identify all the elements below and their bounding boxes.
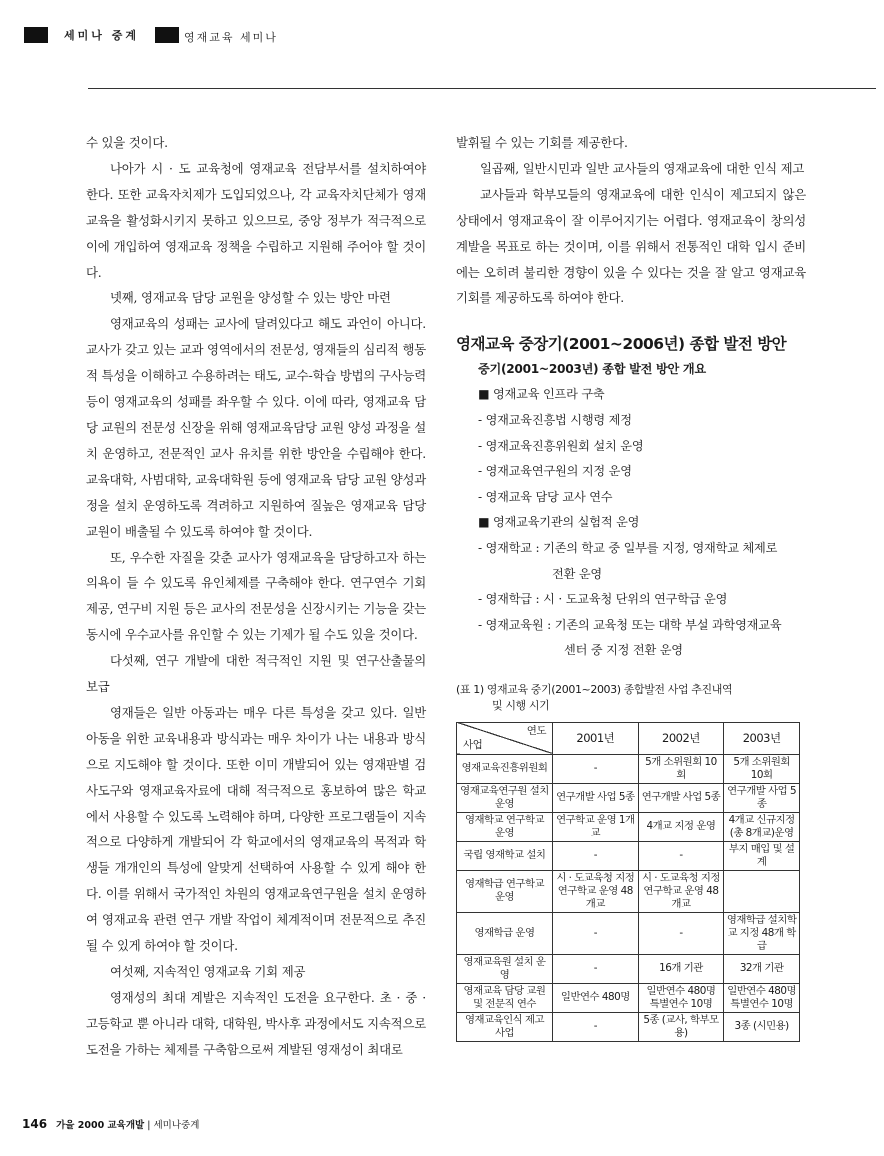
outline-item: - 영재교육진흥위원회 설치 운영	[478, 438, 644, 453]
outline-item: ■ 영재교육기관의 실험적 운영	[478, 515, 640, 530]
table-cell: 연구개발 사업 5종	[638, 783, 724, 812]
header-block-mark	[24, 27, 48, 43]
table-cell: 부지 매입 및 설계	[724, 841, 800, 870]
table-cell: 5개 소위원회 10회	[638, 754, 724, 783]
table-cell: -	[553, 1012, 639, 1041]
right-column	[456, 130, 806, 1042]
body-paragraph: 발휘될 수 있는 기회를 제공한다.	[456, 135, 628, 150]
row-label: 영재교육연구원 설치 운영	[457, 783, 553, 812]
outline-item: - 영재교육연구원의 지정 운영	[478, 464, 632, 479]
table-caption-line: 및 시행 시기	[492, 698, 550, 712]
table-row	[457, 754, 800, 783]
body-paragraph: 영재성의 최대 계발은 지속적인 도전을 요구한다. 초 · 중 · 고등학교 뿐 아니라 대학, 대학원, 박사후 과정에서도 지속적으로 도전을 가하는 체제를 구축함으로써 계발된 영재성이 최대로	[86, 989, 426, 1057]
section-title: 영재교육 중장기(2001~2006년) 종합 발전 방안	[456, 335, 787, 354]
outline-item-continuation: 센터 중 지정 전환 운영	[564, 643, 683, 658]
table-cell: -	[638, 912, 724, 954]
table-row	[457, 983, 800, 1012]
table-cell: 3종 (시민용)	[724, 1012, 800, 1041]
column-header: 2001년	[553, 722, 639, 754]
table-cell: 연구개발 사업 5종	[553, 783, 639, 812]
body-paragraph: 영재들은 일반 아동과는 매우 다른 특성을 갖고 있다. 일반 아동을 위한 교육내용과 방식과는 매우 차이가 나는 내용과 방식으로 지도해야 할 것이다. 또한 이미 개발되어 있는 영재판별 검사도구와 영재교육자료에 대해 적극적으로 홍보하여 많은 학교에서 사용할 수 있도록 노력해야 하며, 다양한 프로그램들이 지속적으로 다양하게 개발되어 각 학교에서의 영재교육의 목적과 학생들 개개인의 특성에 알맞게 선택하여 사용할 수 있게 해야 한다. 이를 위해서 국가적인 차원의 영재교육연구원을 설치 운영하여 영재교육 관련 연구 개발 작업이 체계적이며 전문적으로 추진될 수 있게 하여야 할 것이다.	[86, 704, 426, 954]
outline-item-continuation: 전환 운영	[552, 566, 602, 581]
table-row	[457, 870, 800, 912]
row-label: 영재교육 담당 교원 및 전문직 연수	[457, 983, 553, 1012]
section-subtitle: 중기(2001~2003년) 종합 발전 방안 개요	[478, 362, 706, 377]
row-label: 영재학교 연구학교 운영	[457, 812, 553, 841]
outline-item: - 영재교육원 : 기존의 교육청 또는 대학 부설 과학영재교육	[478, 617, 782, 632]
table-cell: -	[638, 841, 724, 870]
subheading: 다섯째, 연구 개발에 대한 적극적인 지원 및 연구산출물의 보급	[86, 653, 426, 695]
table-caption-line: (표 1) 영재교육 중기(2001~2003) 종합발전 사업 추진내역	[456, 682, 733, 696]
plan-table	[456, 722, 800, 1042]
table-cell: 일반연수 480명 특별연수 10명	[638, 983, 724, 1012]
table-cell: 시 · 도교육청 지정 연구학교 운영 48개교	[553, 870, 639, 912]
column-header: 2003년	[724, 722, 800, 754]
footer-section: 세미나중계	[153, 1120, 200, 1131]
header-section-label: 세미나 중계	[64, 29, 139, 42]
table-cell: -	[553, 912, 639, 954]
table-cell: -	[553, 754, 639, 783]
row-label: 영재학급 운영	[457, 912, 553, 954]
header-divider	[88, 88, 876, 89]
table-cell: 시 · 도교육청 지정 연구학교 운영 48개교	[638, 870, 724, 912]
table-cell: 연구개발 사업 5종	[724, 783, 800, 812]
row-label: 영재학급 연구학교 운영	[457, 870, 553, 912]
body-paragraph: 나아가 시 · 도 교육청에 영재교육 전담부서를 설치하여야 한다. 또한 교육자치제가 도입되었으나, 각 교육자치단체가 영재교육을 활성화시키지 못하고 있으므로, 중앙 정부가 적극적으로 이에 개입하여 영재교육 정책을 수립하고 지원해 주어야 할 것이다.	[86, 160, 426, 280]
table-cell: 32개 기관	[724, 954, 800, 983]
outline-item: - 영재교육 담당 교사 연수	[478, 489, 613, 504]
magazine-name: 가을 2000 교육개발	[56, 1120, 145, 1131]
outline-item: - 영재교육진흥법 시행령 제정	[478, 412, 632, 427]
row-label: 영재교육인식 제고 사업	[457, 1012, 553, 1041]
outline-item: ■ 영재교육 인프라 구축	[478, 387, 605, 402]
table-cell: 4개교 신규지정 (총 8개교)운영	[724, 812, 800, 841]
row-label: 영재교육원 설치 운영	[457, 954, 553, 983]
footer-separator: |	[147, 1120, 154, 1131]
row-label: 영재교육진흥위원회	[457, 754, 553, 783]
outline-item: - 영재학급 : 시 · 도교육청 단위의 연구학급 운영	[478, 592, 728, 607]
subheading: 넷째, 영재교육 담당 교원을 양성할 수 있는 방안 마련	[110, 290, 391, 306]
corner-label-project: 사업	[463, 738, 483, 751]
subheading: 여섯째, 지속적인 영재교육 기회 제공	[110, 964, 306, 979]
body-paragraph: 수 있을 것이다.	[86, 135, 168, 150]
table-row	[457, 912, 800, 954]
plan-outline	[456, 382, 806, 664]
table-cell: 연구학교 운영 1개교	[553, 812, 639, 841]
corner-label-year: 연도	[526, 724, 546, 737]
left-column	[86, 130, 426, 1063]
table-caption	[456, 682, 806, 714]
table-row	[457, 841, 800, 870]
table-header-row	[457, 722, 800, 754]
table-row	[457, 812, 800, 841]
table-corner-cell	[457, 722, 553, 754]
table-cell: -	[553, 841, 639, 870]
column-header: 2002년	[638, 722, 724, 754]
table-cell: 5개 소위원회 10회	[724, 754, 800, 783]
table-cell: -	[553, 954, 639, 983]
table-row	[457, 783, 800, 812]
table-cell: 16개 기관	[638, 954, 724, 983]
subheading: 일곱째, 일반시민과 일반 교사들의 영재교육에 대한 인식 제고	[480, 160, 805, 176]
table-cell: 일반연수 480명 특별연수 10명	[724, 983, 800, 1012]
body-paragraph: 교사들과 학부모들의 영재교육에 대한 인식이 제고되지 않은 상태에서 영재교육이 잘 이루어지기는 어렵다. 영재교육이 창의성 계발을 목표로 하는 것이며, 이를 위해서 전통적인 대학 입시 준비에는 오히려 불리한 경향이 있을 수 있다는 것을 잘 알고 영재교육 기회를 제공하도록 하여야 한다.	[456, 186, 806, 306]
body-paragraph: 또, 우수한 자질을 갖춘 교사가 영재교육을 담당하고자 하는 의욕이 들 수 있도록 유인체제를 구축해야 한다. 연구연수 기회 제공, 연구비 지원 등은 교사의 전문성을 신장시키는 기능을 갖는 동시에 우수교사를 유인할 수 있는 기제가 될 수도 있을 것이다.	[86, 549, 426, 643]
outline-item: - 영재학교 : 기존의 학교 중 일부를 지정, 영재학교 체제로	[478, 540, 778, 555]
row-label: 국립 영재학교 설치	[457, 841, 553, 870]
table-cell: 4개교 지정 운영	[638, 812, 724, 841]
table-row	[457, 1012, 800, 1041]
running-header	[24, 24, 884, 48]
table-cell: 영재학급 설치학교 지정 48개 학급	[724, 912, 800, 954]
body-paragraph: 영재교육의 성패는 교사에 달려있다고 해도 과언이 아니다. 교사가 갖고 있는 교과 영역에서의 전문성, 영재들의 심리적 행동적 특성을 이해하고 수용하려는 태도, 교수-학습 방법의 구사능력 등이 영재교육의 성패를 좌우할 수 있다. 이에 따라, 영재교육 담당 교원의 전문성 신장을 위해 영재교육담당 교원 양성 과정을 설치 운영하고, 전문적인 교사 유치를 위한 방안을 수립해야 한다. 교육대학, 사범대학, 교육대학원 등에 영재교육 담당 교원 양성과정을 설치 운영하도록 격려하고 지원하여 질높은 영재교육 담당 교원이 배출될 수 있도록 하여야 할 것이다.	[86, 316, 426, 539]
header-subsection-label: 영재교육 세미나	[184, 31, 278, 44]
header-block-mark	[155, 27, 179, 43]
page-footer	[22, 1117, 199, 1131]
table-row	[457, 954, 800, 983]
table-cell: 일반연수 480명	[553, 983, 639, 1012]
table-cell: 5종 (교사, 학부모용)	[638, 1012, 724, 1041]
page-number: 146	[22, 1117, 48, 1131]
table-cell	[724, 870, 800, 912]
